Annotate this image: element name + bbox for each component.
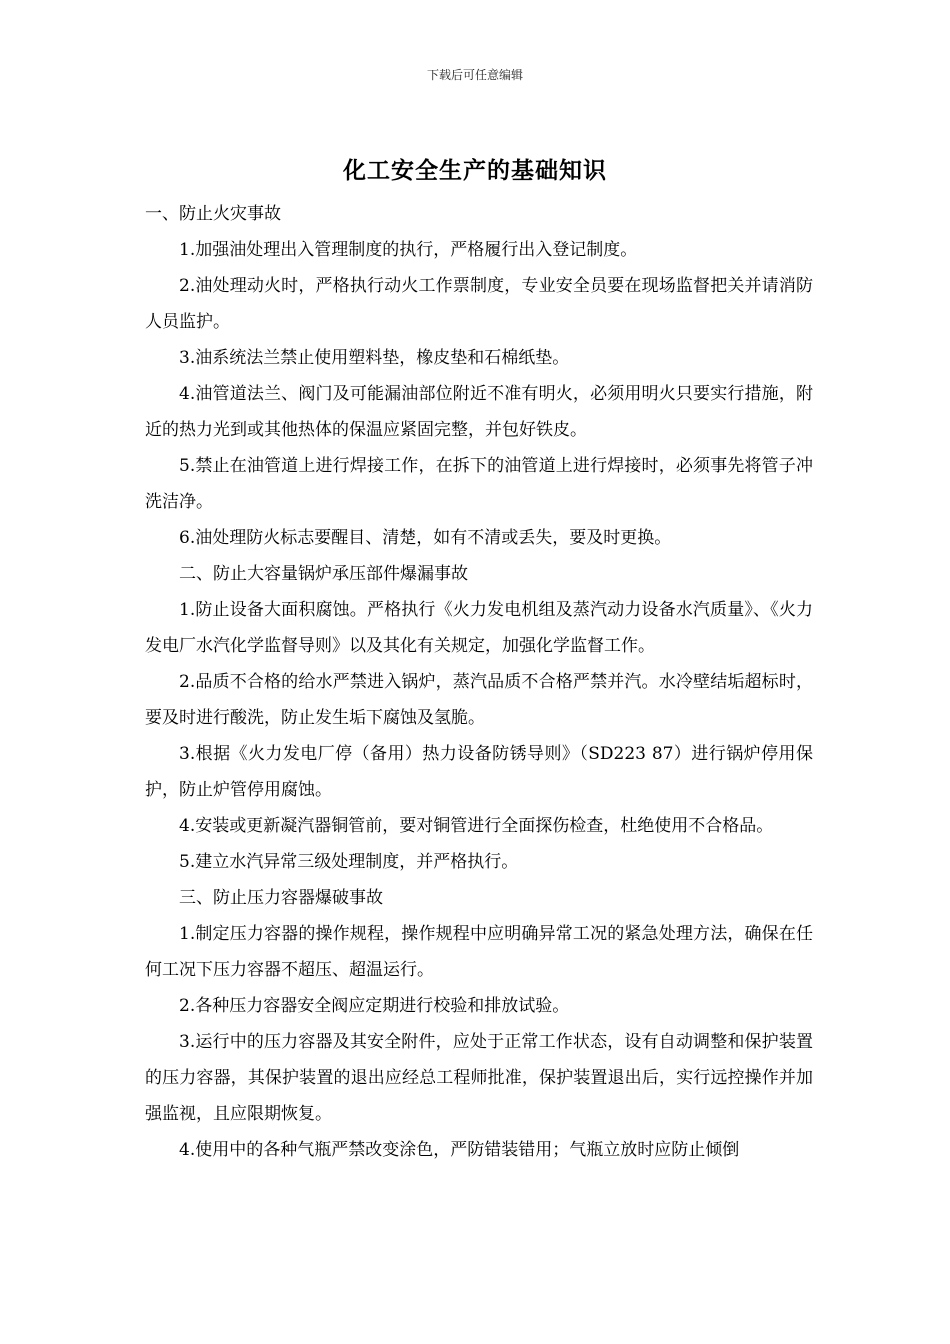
paragraph: 1.防止设备大面积腐蚀。严格执行《火力发电机组及蒸汽动力设备水汽质量》、《火力发电厂水汽化学监督导则》以及其化有关规定，加强化学监督工作。	[145, 600, 813, 656]
section-heading-pressure-vessel: 三、防止压力容器爆破事故	[179, 888, 383, 908]
paragraph: 5.建立水汽异常三级处理制度，并严格执行。	[179, 852, 519, 872]
paragraph: 2.油处理动火时，严格执行动火工作票制度，专业安全员要在现场监督把关并请消防人员监护。	[145, 276, 813, 332]
document-title: 化工安全生产的基础知识	[343, 158, 607, 184]
section-heading-boiler: 二、防止大容量锅炉承压部件爆漏事故	[179, 564, 468, 584]
paragraph: 4.使用中的各种气瓶严禁改变涂色，严防错装错用；气瓶立放时应防止倾倒	[179, 1140, 740, 1160]
paragraph: 4.油管道法兰、阀门及可能漏油部位附近不准有明火，必须用明火只要实行措施，附近的热力光到或其他热体的保温应紧固完整，并包好铁皮。	[145, 384, 813, 440]
paragraph: 1.加强油处理出入管理制度的执行，严格履行出入登记制度。	[179, 240, 638, 260]
paragraph: 4.安装或更新凝汽器铜管前，要对铜管进行全面探伤检查，杜绝使用不合格品。	[179, 816, 774, 836]
paragraph: 3.油系统法兰禁止使用塑料垫，橡皮垫和石棉纸垫。	[179, 348, 570, 368]
document-body	[145, 196, 813, 1168]
section-heading-fire: 一、防止火灾事故	[145, 204, 281, 224]
paragraph: 3.运行中的压力容器及其安全附件，应处于正常工作状态，设有自动调整和保护装置的压力容器，其保护装置的退出应经总工程师批准，保护装置退出后，实行远控操作并加强监视，且应限期恢复。	[145, 1032, 813, 1124]
paragraph: 5.禁止在油管道上进行焊接工作，在拆下的油管道上进行焊接时，必须事先将管子冲洗洁净。	[145, 456, 813, 512]
paragraph: 6.油处理防火标志要醒目、清楚，如有不清或丢失，要及时更换。	[179, 528, 672, 548]
paragraph: 2.各种压力容器安全阀应定期进行校验和排放试验。	[179, 996, 570, 1016]
paragraph: 1.制定压力容器的操作规程，操作规程中应明确异常工况的紧急处理方法，确保在任何工况下压力容器不超压、超温运行。	[145, 924, 813, 980]
paragraph: 2.品质不合格的给水严禁进入锅炉，蒸汽品质不合格严禁并汽。水冷壁结垢超标时，要及时进行酸洗，防止发生垢下腐蚀及氢脆。	[145, 672, 813, 728]
paragraph: 3.根据《火力发电厂停（备用）热力设备防锈导则》（SD223 87）进行锅炉停用保护，防止炉管停用腐蚀。	[145, 744, 813, 800]
header-note: 下载后可任意编辑	[426, 68, 523, 82]
